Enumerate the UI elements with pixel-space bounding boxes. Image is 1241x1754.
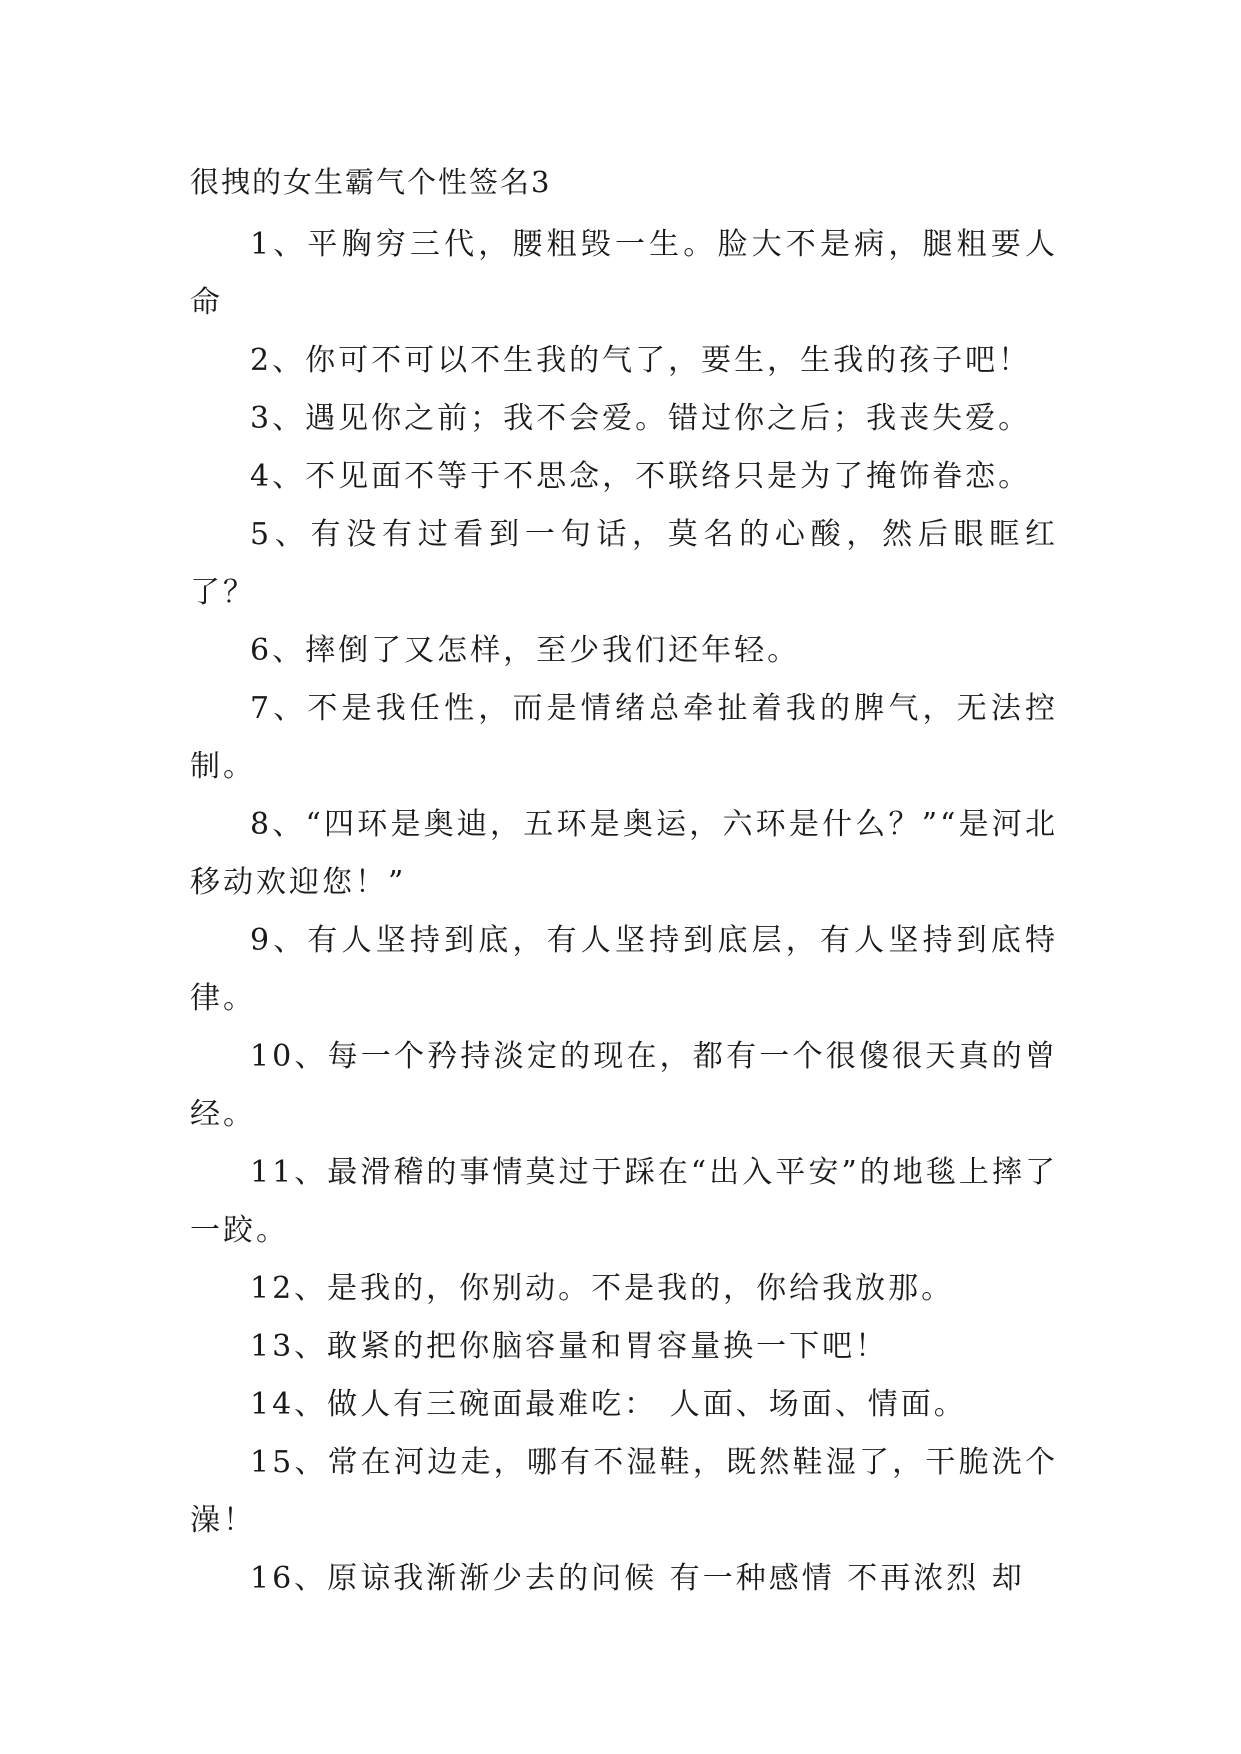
paragraph-4: 4、不见面不等于不思念，不联络只是为了掩饰眷恋。 <box>250 459 1032 494</box>
paragraph-5: 5、有没有过看到一句话，莫名的心酸，然后眼眶红了？ <box>190 517 1058 610</box>
paragraph-8: 8、“四环是奥迪，五环是奥运，六环是什么？”“是河北移动欢迎您！” <box>190 807 1058 900</box>
paragraph-13: 13、敢紧的把你脑容量和胃容量换一下吧！ <box>250 1329 889 1364</box>
paragraph-2: 2、你可不可以不生我的气了，要生，生我的孩子吧！ <box>250 343 1032 378</box>
paragraph-12: 12、是我的，你别动。不是我的，你给我放那。 <box>250 1271 955 1306</box>
paragraph-14: 14、做人有三碗面最难吃： 人面、场面、情面。 <box>250 1387 967 1422</box>
paragraph-9: 9、有人坚持到底，有人坚持到底层，有人坚持到底特律。 <box>190 923 1058 1016</box>
paragraph-3: 3、遇见你之前；我不会爱。错过你之后；我丧失爱。 <box>250 401 1032 436</box>
paragraph-7: 7、不是我任性，而是情绪总牵扯着我的脾气，无法控制。 <box>190 691 1058 784</box>
document-body <box>190 216 1058 1608</box>
paragraph-11: 11、最滑稽的事情莫过于踩在“出入平安”的地毯上摔了一跤。 <box>190 1155 1058 1248</box>
paragraph-16: 16、原谅我渐渐少去的问候 有一种感情 不再浓烈 却 <box>250 1561 1025 1596</box>
paragraph-6: 6、摔倒了又怎样，至少我们还年轻。 <box>250 633 801 668</box>
paragraph-15: 15、常在河边走，哪有不湿鞋，既然鞋湿了，干脆洗个澡！ <box>190 1445 1058 1538</box>
paragraph-1: 1、平胸穷三代，腰粗毁一生。脸大不是病，腿粗要人命 <box>190 227 1058 320</box>
document-title: 很拽的女生霸气个性签名3 <box>190 165 552 199</box>
paragraph-10: 10、每一个矜持淡定的现在，都有一个很傻很天真的曾经。 <box>190 1039 1058 1132</box>
